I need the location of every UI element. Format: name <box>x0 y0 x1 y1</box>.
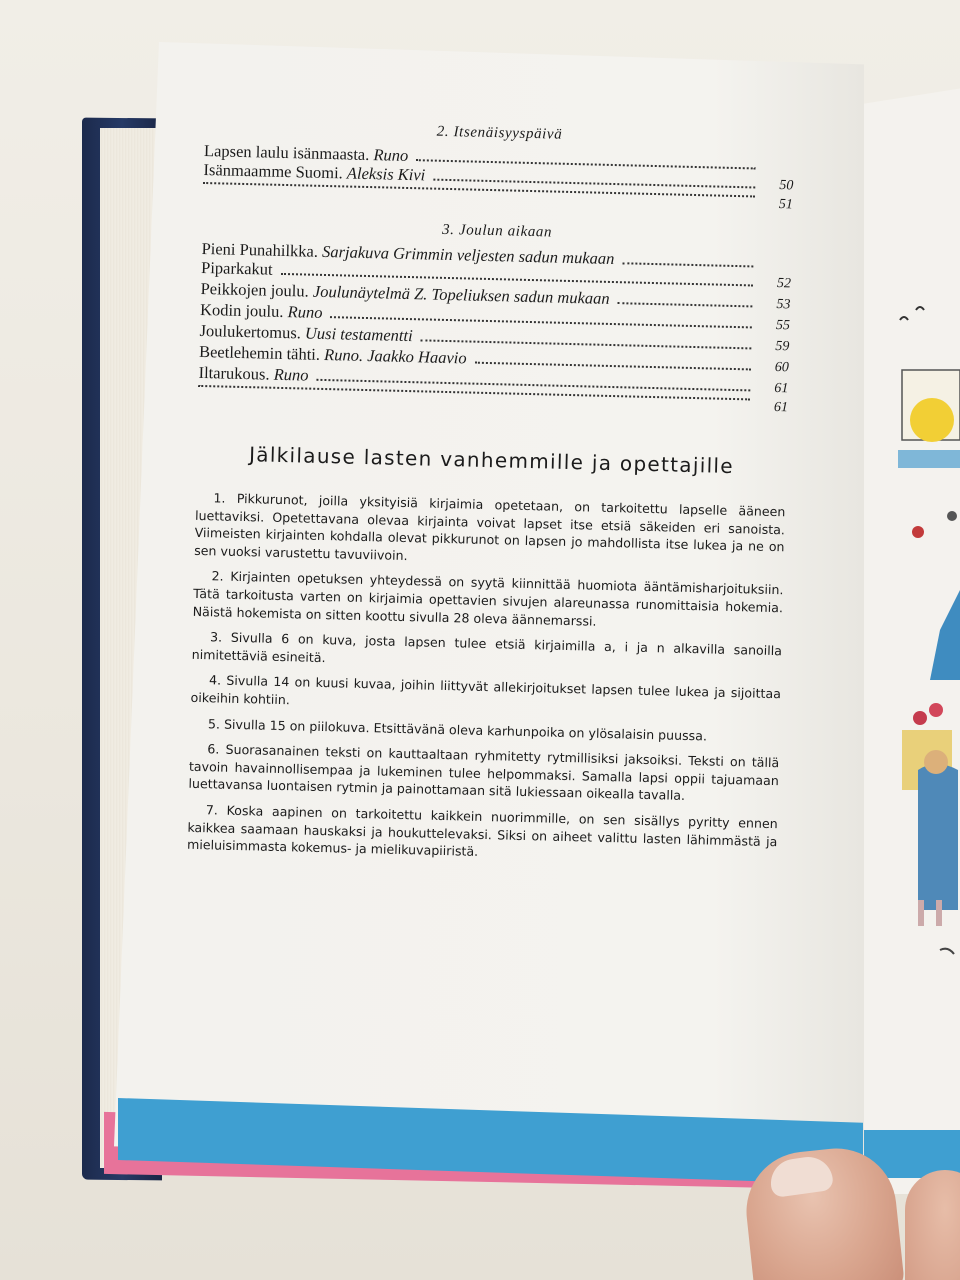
toc-section-heading: 2. Itsenäisyyspäivä <box>436 123 563 143</box>
toc-entry-subtitle: Aleksis Kivi <box>346 163 426 185</box>
paragraph-text: Sivulla 6 on kuva, josta lapsen tulee etsiä kirjaimilla a, i ja n alkavilla sanoilla nimitettäviä esineitä. <box>191 629 783 665</box>
toc-page-number: 55 <box>775 318 791 334</box>
paragraph-number: 3. <box>209 629 223 645</box>
toc-entry-title: Joulukertomus. <box>199 320 306 343</box>
toc-page-number: 60 <box>774 360 790 376</box>
afterword-paragraph <box>191 628 782 678</box>
toc-entry-title: Iltarukous. <box>198 362 274 384</box>
paragraph-number: 4. <box>208 672 222 688</box>
toc-entry-subtitle: Runo. Jaakko Haavio <box>323 344 467 368</box>
toc-entry-subtitle: Uusi testamentti <box>304 323 413 346</box>
paragraph-text: Suorasanainen teksti on kauttaaltaan ryhmitetty rytmillisiksi jaksoiksi. Teksti on tällä tavoin havainnollisempaa ja lukeminen tulee helpommaksi. Samalla lapsi oppii tajuamaan luettavansa luontaisen rytmin ja painottamaan sitä lukiessaan oikealla tavalla. <box>188 741 780 804</box>
toc-page-number: 50 <box>779 178 794 194</box>
leader-dots <box>474 361 750 371</box>
afterword-paragraph <box>188 740 779 807</box>
toc-section-2 <box>203 118 795 214</box>
toc-entry-title: Piparkakut <box>200 257 273 279</box>
toc-page-number: 53 <box>776 297 791 313</box>
toc-entry-subtitle: Sarjakuva Grimmin veljesten sadun mukaan <box>321 241 615 269</box>
childrens-illustration <box>890 210 960 1050</box>
paragraph-text: Sivulla 15 on piilokuva. Etsittävänä oleva karhunpoika on ylösalaisin puussa. <box>223 716 708 743</box>
toc-entry-subtitle: Runo <box>287 302 323 322</box>
paragraph-number: 6. <box>207 741 220 757</box>
toc-entry-title: Isänmaamme Suomi. <box>203 159 348 183</box>
page-text <box>187 110 795 876</box>
toc-entry-subtitle: Runo <box>373 145 409 165</box>
toc-page-number: 51 <box>778 197 794 213</box>
toc-page-number: 52 <box>776 276 792 292</box>
toc-page-number <box>759 268 791 269</box>
afterword-paragraph <box>187 801 778 868</box>
toc-entry-title: Pieni Punahilkka. <box>201 238 323 261</box>
paragraph-text: Kirjainten opetuksen yhteydessä on syytä kiinnittää huomiota ääntämisharjoituksiin. Tätä tarkoitusta varten on kirjaimia opettavien sivujen alareunassa runomittaisia hokemia. Näistä hokemista on sitten koottu sivulla 28 oleva äännemarssi. <box>192 569 784 629</box>
second-finger <box>905 1170 960 1280</box>
toc-entry-title: Kodin joulu. <box>199 299 288 322</box>
toc-page-number: 59 <box>775 339 790 355</box>
paragraph-text: Sivulla 14 on kuusi kuvaa, joihin liittyvät allekirjoitukset lapsen tulee lukea ja sijoittaa oikeihin kohtiin. <box>190 673 782 708</box>
afterword-paragraph <box>193 567 784 634</box>
afterword-paragraph <box>194 489 786 574</box>
paragraph-number: 7. <box>205 802 219 818</box>
toc-entry-subtitle: Joulunäytelmä Z. Topeliuksen sadun mukaan <box>312 281 610 308</box>
leader-dots <box>622 261 753 267</box>
afterword-paragraph <box>190 671 781 721</box>
paragraph-number: 2. <box>211 568 224 584</box>
toc-section-3 <box>198 216 792 417</box>
toc-entry-title: Peikkojen joulu. <box>200 278 314 301</box>
paragraph-number: 5. <box>207 715 221 732</box>
paragraph-text: Pikkurunot, joilla yksityisiä kirjaimia opetetaan, on tarkoitettu lapselle ääneen luettaviksi. Opetettavana olevaa kirjainta voivat lapset itse etsiä säkeiden eri sanoista. Viimeisten kirjainten kohdalla olevat pikkurunot on lapsen jo mahdollista itse lukea ja ne on sen vuoksi varustettu tavuviivoin. <box>194 490 786 563</box>
toc-entry-title: Beetlehemin tähti. <box>198 341 325 364</box>
afterword-title: Jälkilause lasten vanhemmille ja opettajille <box>248 442 735 479</box>
toc-entry-title: Lapsen laulu isänmaasta. <box>203 140 374 165</box>
leader-dots <box>618 301 753 307</box>
toc-section-heading: 3. Joulun aikaan <box>441 221 553 241</box>
toc-entry-subtitle: Runo <box>273 364 309 385</box>
paragraph-text: Koska aapinen on tarkoitettu kaikkein nuorimmille, on sen sisällys pyritty ennen kaikkea saamaan hauskaksi ja houkuttelevaksi. Siksi on aiheet valittu lasten lähimmästä ja mieluisimmasta kokemus- ja mielikuvapiiristä. <box>186 802 778 859</box>
toc-page-number <box>762 170 794 171</box>
toc-page-number: 61 <box>773 399 789 416</box>
toc-page-number: 61 <box>774 380 789 397</box>
paragraph-number: 1. <box>213 490 226 506</box>
